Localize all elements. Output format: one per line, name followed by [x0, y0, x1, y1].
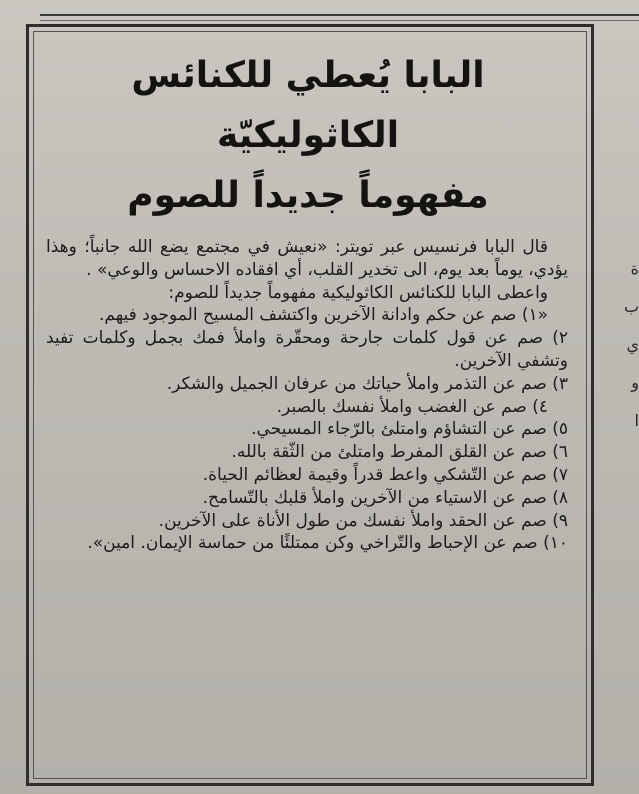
- list-item: ٢) صم عن قول كلمات جارحة ومحقّرة واملأ فمك بجمل وكلمات تفيد وتشفي الآخرين.: [46, 328, 568, 371]
- side-letter: ي: [626, 335, 639, 354]
- list-item: ٥) صم عن التشاؤم وامتلئ بالرّجاء المسيحي.: [251, 419, 568, 440]
- top-rule: [40, 14, 639, 16]
- list-item: ٧) صم عن التّشكي واعط قدراً وقيمة لعظائم الحياة.: [202, 464, 568, 485]
- lead-paragraph: واعطى البابا للكنائس الكاثوليكية مفهوماً جديداً للصوم:: [168, 282, 548, 303]
- list-item: ٩) صم عن الحقد واملأ نفسك من طول الأناة على الآخرين.: [158, 510, 568, 531]
- intro-paragraph: قال البابا فرنسيس عبر تويتر: «نعيش في مجتمع يضع الله جانباً؛ وهذا يؤدي، يوماً بعد يوم، الى تخدير القلب، أي افقاده الاحساس والوعي» .: [46, 237, 568, 280]
- side-letter: و: [631, 373, 639, 392]
- article-body: [46, 236, 568, 555]
- side-letter: ة: [630, 259, 639, 278]
- headline-line-2: مفهوماً جديداً للصوم: [127, 175, 489, 216]
- list-item: «١) صم عن حكم وادانة الآخرين واكتشف المسيح الموجود فيهم.: [98, 305, 548, 326]
- article: [32, 32, 584, 780]
- list-item: ٣) صم عن التذمر واملأ حياتك من عرفان الجميل والشكر.: [166, 373, 568, 394]
- headline-line-1: البابا يُعطي للكنائس الكاثوليكيّة: [131, 55, 485, 156]
- list-item: ٨) صم عن الاستياء من الآخرين واملأ قلبك بالتّسامح.: [202, 487, 568, 508]
- list-item: ٦) صم عن القلق المفرط وامتلئ من الثّقة بالله.: [231, 442, 568, 463]
- list-item: ٤) صم عن الغضب واملأ نفسك بالصبر.: [276, 396, 548, 417]
- headline: [40, 46, 576, 226]
- adjacent-column-fragment: [617, 250, 639, 450]
- top-rule-thin: [40, 20, 639, 21]
- side-letter: ا: [634, 411, 639, 430]
- list-item: ١٠) صم عن الإحباط والتّراخي وكن ممتلئًا من حماسة الإيمان. امين».: [87, 533, 568, 554]
- side-letter: ب: [623, 297, 639, 316]
